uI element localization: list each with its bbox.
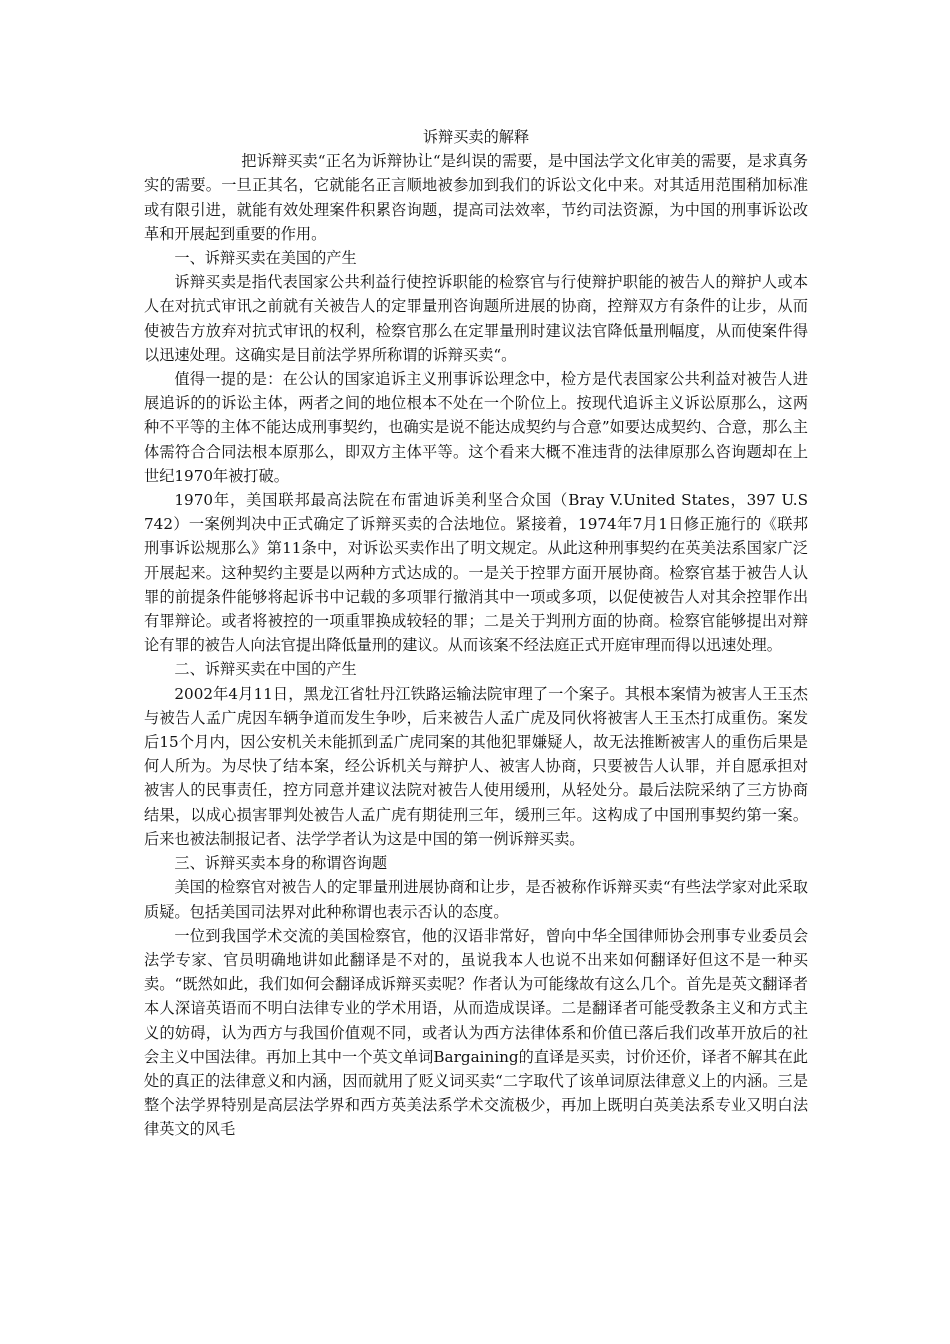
document-title: 诉辩买卖的解释: [422, 128, 530, 146]
body-paragraph: 2002年4月11日，黑龙江省牡丹江铁路运输法院审理了一个案子。其根本案情为被害人王玉杰与被告人孟广虎因车辆争道而发生争吵，后来被告人孟广虎及同伙将被害人王玉杰打成重伤。案发后15个月内，因公安机关未能抓到孟广虎同案的其他犯罪嫌疑人，故无法推断被害人的重伤后果是何人所为。为尽快了结本案，经公诉机关与辩护人、被害人协商，只要被告人认罪，并自愿承担对被害人的民事责任，控方同意并建议法院对被告人使用缓刑，从轻处分。最后法院采纳了三方协商结果，以成心损害罪判处被告人孟广虎有期徒刑三年，缓刑三年。这构成了中国刑事契约第一案。后来也被法制报记者、法学学者认为这是中国的第一例诉辩买卖。: [144, 684, 808, 848]
section-heading-1: 一、诉辩买卖在美国的产生: [174, 249, 357, 268]
body-paragraph: 诉辩买卖是指代表国家公共利益行使控诉职能的检察官与行使辩护职能的被告人的辩护人或本人在对抗式审讯之前就有关被告人的定罪量刑咨询题所进展的协商，控辩双方有条件的让步，从而使被告方放弃对抗式审讯的权利，检察官那么在定罪量刑时建议法官降低量刑幅度，从而使案件得以迅速处理。这确实是目前法学界所称谓的诉辩买卖“。: [144, 273, 808, 364]
document-body: [144, 125, 808, 1142]
section-heading-2: 二、诉辩买卖在中国的产生: [174, 660, 357, 679]
body-paragraph: 一位到我国学术交流的美国检察官，他的汉语非常好，曾向中华全国律师协会刑事专业委员会法学专家、官员明确地讲如此翻译是不对的，虽说我本人也说不出来如何翻译好但这不是一种买卖。“既然如此，我们如何会翻译成诉辩买卖呢？作者认为可能缘故有这么几个。首先是英文翻译者本人深谙英语而不明白法律专业的学术用语，从而造成误译。二是翻译者可能受教条主义和方式主义的妨碍，认为西方与我国价值观不同，或者认为西方法律体系和价值已落后我们改革开放后的社会主义中国法律。再加上其中一个英文单词Bargaining的直译是买卖，讨价还价，译者不解其在此处的真正的法律意义和内涵，因而就用了贬义词买卖“二字取代了该单词原法律意义上的内涵。三是整个法学界特别是高层法学界和西方英美法系学术交流极少，再加上既明白英美法系专业又明白法律英文的风毛: [144, 926, 808, 1139]
section-heading-3: 三、诉辩买卖本身的称谓咨询题: [174, 854, 388, 873]
body-paragraph: 美国的检察官对被告人的定罪量刑进展协商和让步，是否被称作诉辩买卖“有些法学家对此采取质疑。包括美国司法界对此种称谓也表示否认的态度。: [144, 878, 808, 921]
body-paragraph: 值得一提的是：在公认的国家追诉主义刑事诉讼理念中，检方是代表国家公共利益对被告人进展追诉的的诉讼主体，两者之间的地位根本不处在一个阶位上。按现代追诉主义诉讼原那么，这两种不平等的主体不能达成刑事契约，也确实是说不能达成契约与合意”如要达成契约、合意，那么主体需符合合同法根本原那么，即双方主体平等。这个看来大概不准违背的法律原那么咨询题却在上世纪1970年被打破。: [144, 370, 808, 485]
body-paragraph: 1970年，美国联邦最高法院在布雷迪诉美利坚合众国（Bray V.United States，397 U.S 742）一案例判决中正式确定了诉辩买卖的合法地位。紧接着，1974年7月1日修正施行的《联邦刑事诉讼规那么》第11条中，对诉讼买卖作出了明文规定。从此这种刑事契约在英美法系国家广泛开展起来。这种契约主要是以两种方式达成的。一是关于控罪方面开展协商。检察官基于被告人认罪的前提条件能够将起诉书中记载的多项罪行撤消其中一项或多项，以促使被告人对其余控罪作出有罪辩论。或者将被控的一项重罪换成较轻的罪；二是关于判刑方面的协商。检察官能够提出对辩论有罪的被告人向法官提出降低量刑的建议。从而该案不经法庭正式开庭审理而得以迅速处理。: [144, 491, 808, 655]
intro-paragraph: 把诉辩买卖“正名为诉辩协让“是纠误的需要，是中国法学文化审美的需要，是求真务实的需要。一旦正其名，它就能名正言顺地被参加到我们的诉讼文化中来。对其适用范围稍加标准或有限引进，就能有效处理案件积累咨询题，提高司法效率，节约司法资源，为中国的刑事诉讼改革和开展起到重要的作用。: [144, 152, 808, 243]
